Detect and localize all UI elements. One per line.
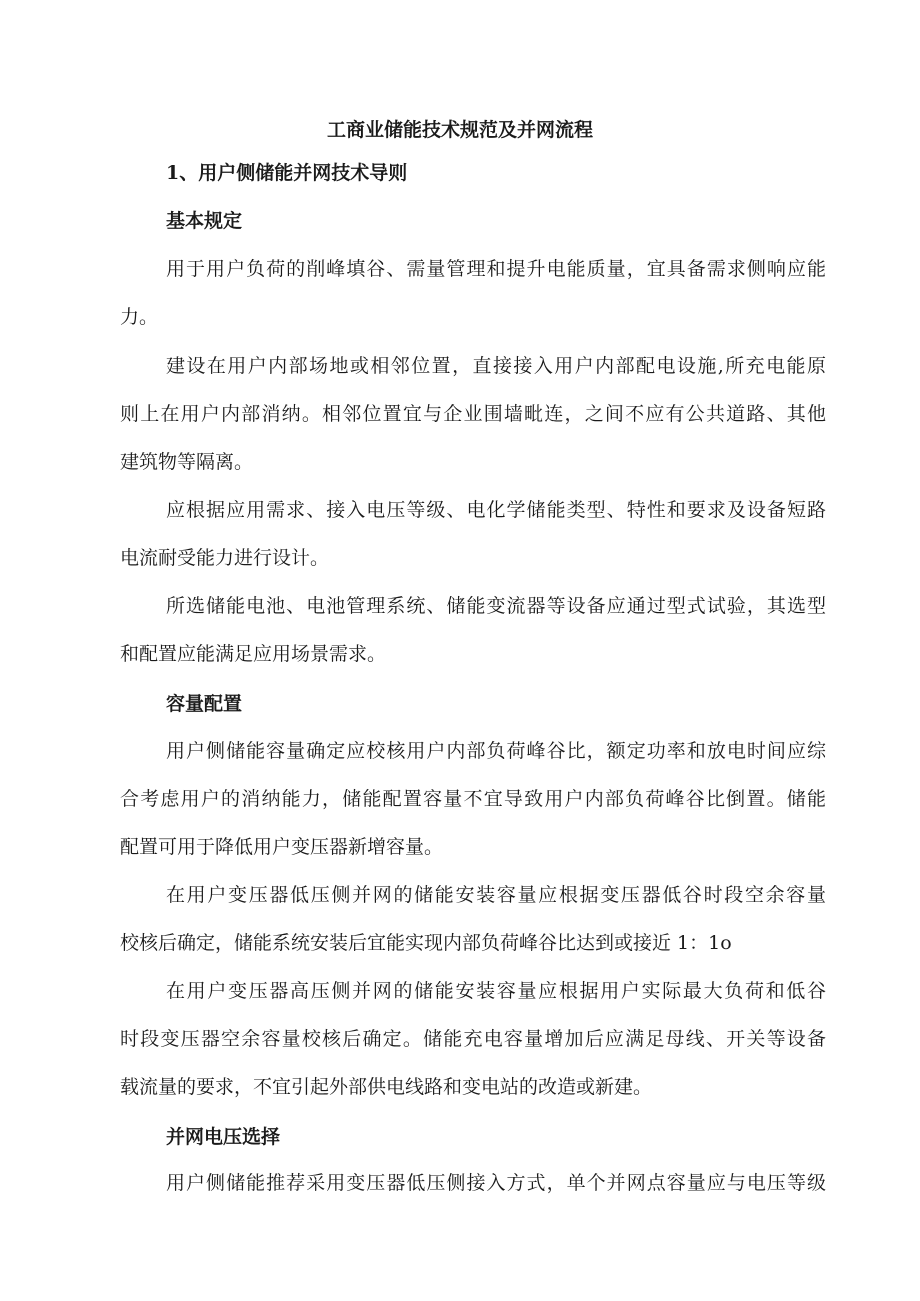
section-heading: 1、用户侧储能并网技术导则 xyxy=(166,162,408,184)
paragraph-line: 力。 xyxy=(120,306,159,328)
paragraph-basic-2 xyxy=(120,342,826,486)
paragraph-line: 和配置应能满足应用场景需求。 xyxy=(120,643,387,665)
paragraph-capacity-2 xyxy=(120,871,826,967)
paragraph-line: 用户侧储能容量确定应校核用户内部负荷峰谷比，额定功率和放电时间应综 xyxy=(166,740,826,762)
paragraph-line: 在用户变压器高压侧并网的储能安装容量应根据用户实际最大负荷和低谷 xyxy=(166,980,826,1002)
paragraph-line: 所选储能电池、电池管理系统、储能变流器等设备应通过型式试验，其选型 xyxy=(166,595,826,617)
subsection-heading-voltage: 并网电压选择 xyxy=(166,1126,281,1148)
paragraph-line: 载流量的要求，不宜引起外部供电线路和变电站的改造或新建。 xyxy=(120,1076,653,1098)
paragraph-line: 建筑物等隔离。 xyxy=(120,451,254,473)
paragraph-line: 配置可用于降低用户变压器新增容量。 xyxy=(120,836,444,858)
paragraph-line: 应根据应用需求、接入电压等级、电化学储能类型、特性和要求及设备短路 xyxy=(166,499,826,521)
paragraph-basic-1 xyxy=(120,245,826,341)
paragraph-line: 用户侧储能推荐采用变压器低压侧接入方式，单个并网点容量应与电压等级 xyxy=(166,1172,826,1194)
paragraph-voltage-1 xyxy=(120,1159,826,1207)
paragraph-basic-4 xyxy=(120,582,826,678)
paragraph-basic-3 xyxy=(120,486,826,582)
subsection-heading-basic: 基本规定 xyxy=(166,210,243,232)
paragraph-line: 合考虑用户的消纳能力，储能配置容量不宜导致用户内部负荷峰谷比倒置。储能 xyxy=(120,788,826,810)
paragraph-line: 则上在用户内部消纳。相邻位置宜与企业围墙毗连，之间不应有公共道路、其他 xyxy=(120,403,826,425)
paragraph-line: 用于用户负荷的削峰填谷、需量管理和提升电能质量，宜具备需求侧响应能 xyxy=(166,258,826,280)
document-title: 工商业储能技术规范及并网流程 xyxy=(326,119,593,141)
paragraph-line: 建设在用户内部场地或相邻位置，直接接入用户内部配电设施,所充电能原 xyxy=(166,355,826,377)
paragraph-line: 电流耐受能力进行设计。 xyxy=(120,547,330,569)
paragraph-capacity-1 xyxy=(120,727,826,871)
paragraph-line: 时段变压器空余容量校核后确定。储能充电容量增加后应满足母线、开关等设备 xyxy=(120,1028,826,1050)
paragraph-capacity-3 xyxy=(120,967,826,1111)
paragraph-line: 校核后确定，储能系统安装后宜能实现内部负荷峰谷比达到或接近 1：1o xyxy=(120,932,732,954)
paragraph-line: 在用户变压器低压侧并网的储能安装容量应根据变压器低谷时段空余容量 xyxy=(166,884,826,906)
subsection-heading-capacity: 容量配置 xyxy=(166,693,243,715)
